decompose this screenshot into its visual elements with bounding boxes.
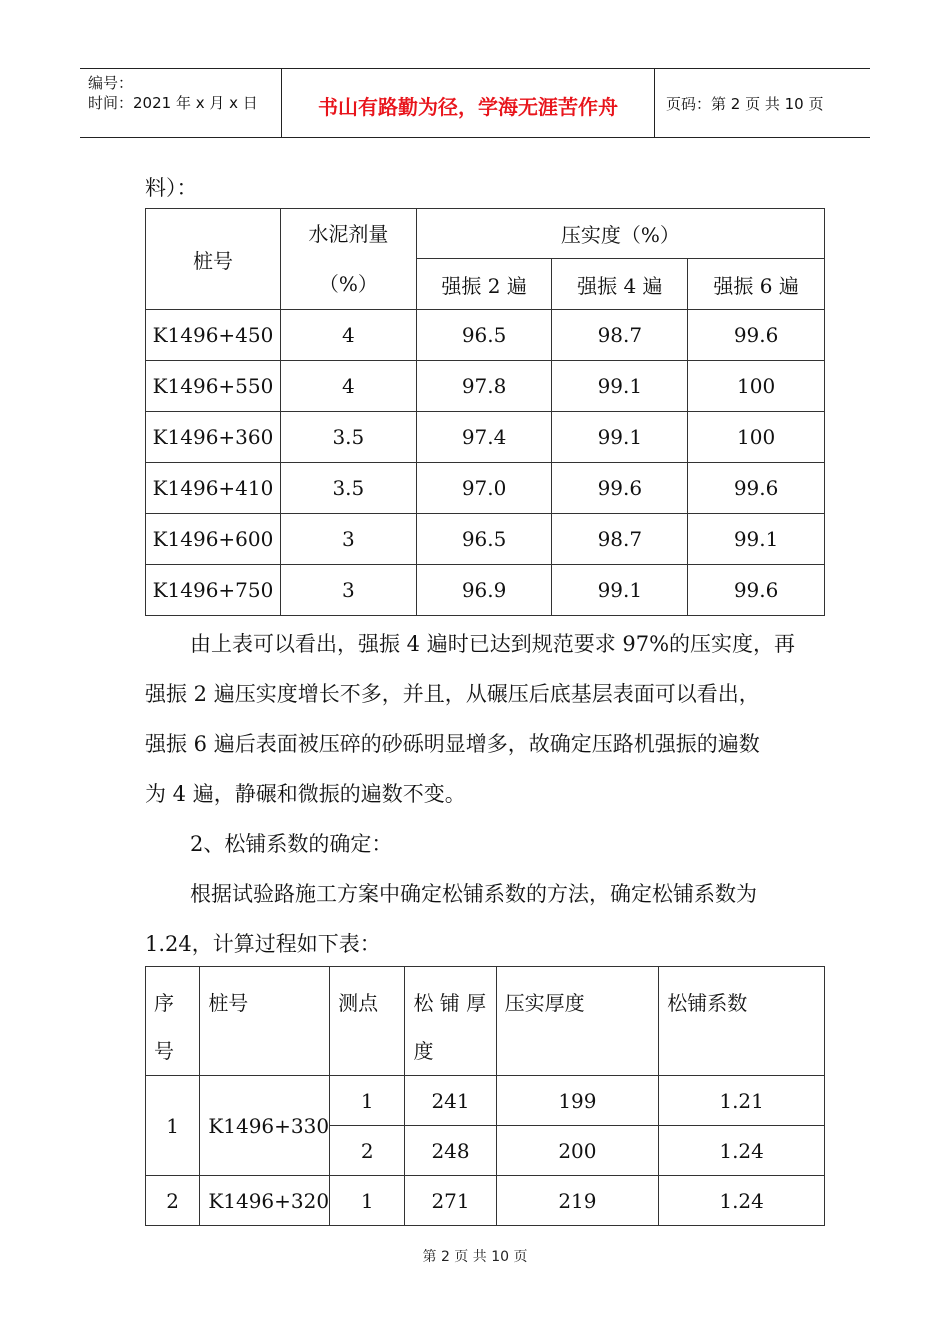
cell-vib6: 100	[688, 412, 825, 463]
cell-pile: K1496+360	[146, 412, 281, 463]
cell-pile: K1496+330	[200, 1076, 330, 1176]
loose-coefficient-table	[145, 966, 825, 1226]
header-coefficient: 松铺系数	[659, 967, 825, 1076]
table-row	[146, 463, 825, 514]
cell-vib6: 100	[688, 361, 825, 412]
cell-vib4: 98.7	[552, 310, 688, 361]
method-line: 1.24，计算过程如下表：	[145, 932, 381, 956]
page-header	[80, 68, 870, 138]
cell-seq: 1	[146, 1076, 200, 1176]
cell-point: 1	[330, 1176, 405, 1226]
cell-vib4: 99.1	[552, 412, 688, 463]
header-cement-line2: （%）	[318, 272, 378, 296]
header-pile: 桩号	[200, 967, 330, 1076]
cell-coefficient: 1.24	[659, 1126, 825, 1176]
header-slogan: 书山有路勤为径，学海无涯苦作舟	[318, 95, 618, 119]
header-pile: 桩号	[146, 209, 281, 310]
cell-vib6: 99.1	[688, 514, 825, 565]
cell-cement: 3.5	[280, 463, 416, 514]
cell-vib2: 97.0	[416, 463, 552, 514]
cell-compacted-thickness: 200	[496, 1126, 659, 1176]
header-vib2: 强振 2 遍	[416, 259, 552, 310]
cell-pile: K1496+410	[146, 463, 281, 514]
section-heading: 2、松铺系数的确定：	[190, 832, 393, 856]
cell-vib2: 96.9	[416, 565, 552, 616]
cell-pile: K1496+320	[200, 1176, 330, 1226]
cell-coefficient: 1.24	[659, 1176, 825, 1226]
cell-loose-thickness: 271	[405, 1176, 496, 1226]
cell-vib4: 99.1	[552, 361, 688, 412]
header-divider	[654, 69, 655, 137]
header-compaction: 压实度（%）	[416, 209, 824, 259]
page-footer: 第 2 页 共 10 页	[422, 1249, 528, 1265]
cell-seq: 2	[146, 1176, 200, 1226]
loose-coefficient-table-body	[146, 1076, 825, 1226]
cell-vib2: 96.5	[416, 514, 552, 565]
cell-vib6: 99.6	[688, 310, 825, 361]
cell-loose-thickness: 241	[405, 1076, 496, 1126]
cell-vib2: 97.4	[416, 412, 552, 463]
header-vib6: 强振 6 遍	[688, 259, 825, 310]
cell-pile: K1496+750	[146, 565, 281, 616]
cell-cement: 3	[280, 565, 416, 616]
header-loose-thickness: 松 铺 厚度	[405, 967, 496, 1076]
cell-vib4: 98.7	[552, 514, 688, 565]
cell-compacted-thickness: 219	[496, 1176, 659, 1226]
header-cement	[280, 209, 416, 310]
cell-vib4: 99.1	[552, 565, 688, 616]
cell-vib6: 99.6	[688, 565, 825, 616]
cell-cement: 4	[280, 310, 416, 361]
cell-coefficient: 1.21	[659, 1076, 825, 1126]
compaction-table	[145, 208, 825, 616]
document-time: 时间：2021 年 x 月 x 日	[88, 94, 258, 112]
table-row	[146, 1076, 825, 1126]
cell-pile: K1496+600	[146, 514, 281, 565]
table-row	[146, 1176, 825, 1226]
compaction-table-body	[146, 310, 825, 616]
header-cement-line1: 水泥剂量	[308, 222, 389, 246]
paragraph-line: 为 4 遍，静碾和微振的遍数不变。	[145, 782, 466, 806]
header-meta	[88, 73, 258, 113]
table-row	[146, 514, 825, 565]
cell-point: 1	[330, 1076, 405, 1126]
table-row	[146, 565, 825, 616]
cell-cement: 3.5	[280, 412, 416, 463]
header-seq: 序号	[146, 967, 200, 1076]
cell-loose-thickness: 248	[405, 1126, 496, 1176]
header-compacted-thickness: 压实厚度	[496, 967, 659, 1076]
document-number-label: 编号：	[88, 74, 134, 92]
paragraph-line: 强振 2 遍压实度增长不多，并且，从碾压后底基层表面可以看出，	[145, 682, 760, 706]
cell-vib2: 96.5	[416, 310, 552, 361]
cell-vib6: 99.6	[688, 463, 825, 514]
table-row	[146, 310, 825, 361]
cell-cement: 3	[280, 514, 416, 565]
cell-vib4: 99.6	[552, 463, 688, 514]
cell-pile: K1496+450	[146, 310, 281, 361]
table-row	[146, 361, 825, 412]
cell-pile: K1496+550	[146, 361, 281, 412]
header-vib4: 强振 4 遍	[552, 259, 688, 310]
method-line: 根据试验路施工方案中确定松铺系数的方法，确定松铺系数为	[190, 882, 757, 906]
paragraph-line: 强振 6 遍后表面被压碎的砂砾明显增多，故确定压路机强振的遍数	[145, 732, 760, 756]
cell-point: 2	[330, 1126, 405, 1176]
header-point: 测点	[330, 967, 405, 1076]
table-row	[146, 412, 825, 463]
intro-tail: 料）：	[145, 176, 198, 200]
cell-compacted-thickness: 199	[496, 1076, 659, 1126]
header-page-info: 页码：第 2 页 共 10 页	[666, 95, 824, 113]
cell-vib2: 97.8	[416, 361, 552, 412]
cell-cement: 4	[280, 361, 416, 412]
paragraph-line: 由上表可以看出，强振 4 遍时已达到规范要求 97%的压实度，再	[190, 632, 796, 656]
